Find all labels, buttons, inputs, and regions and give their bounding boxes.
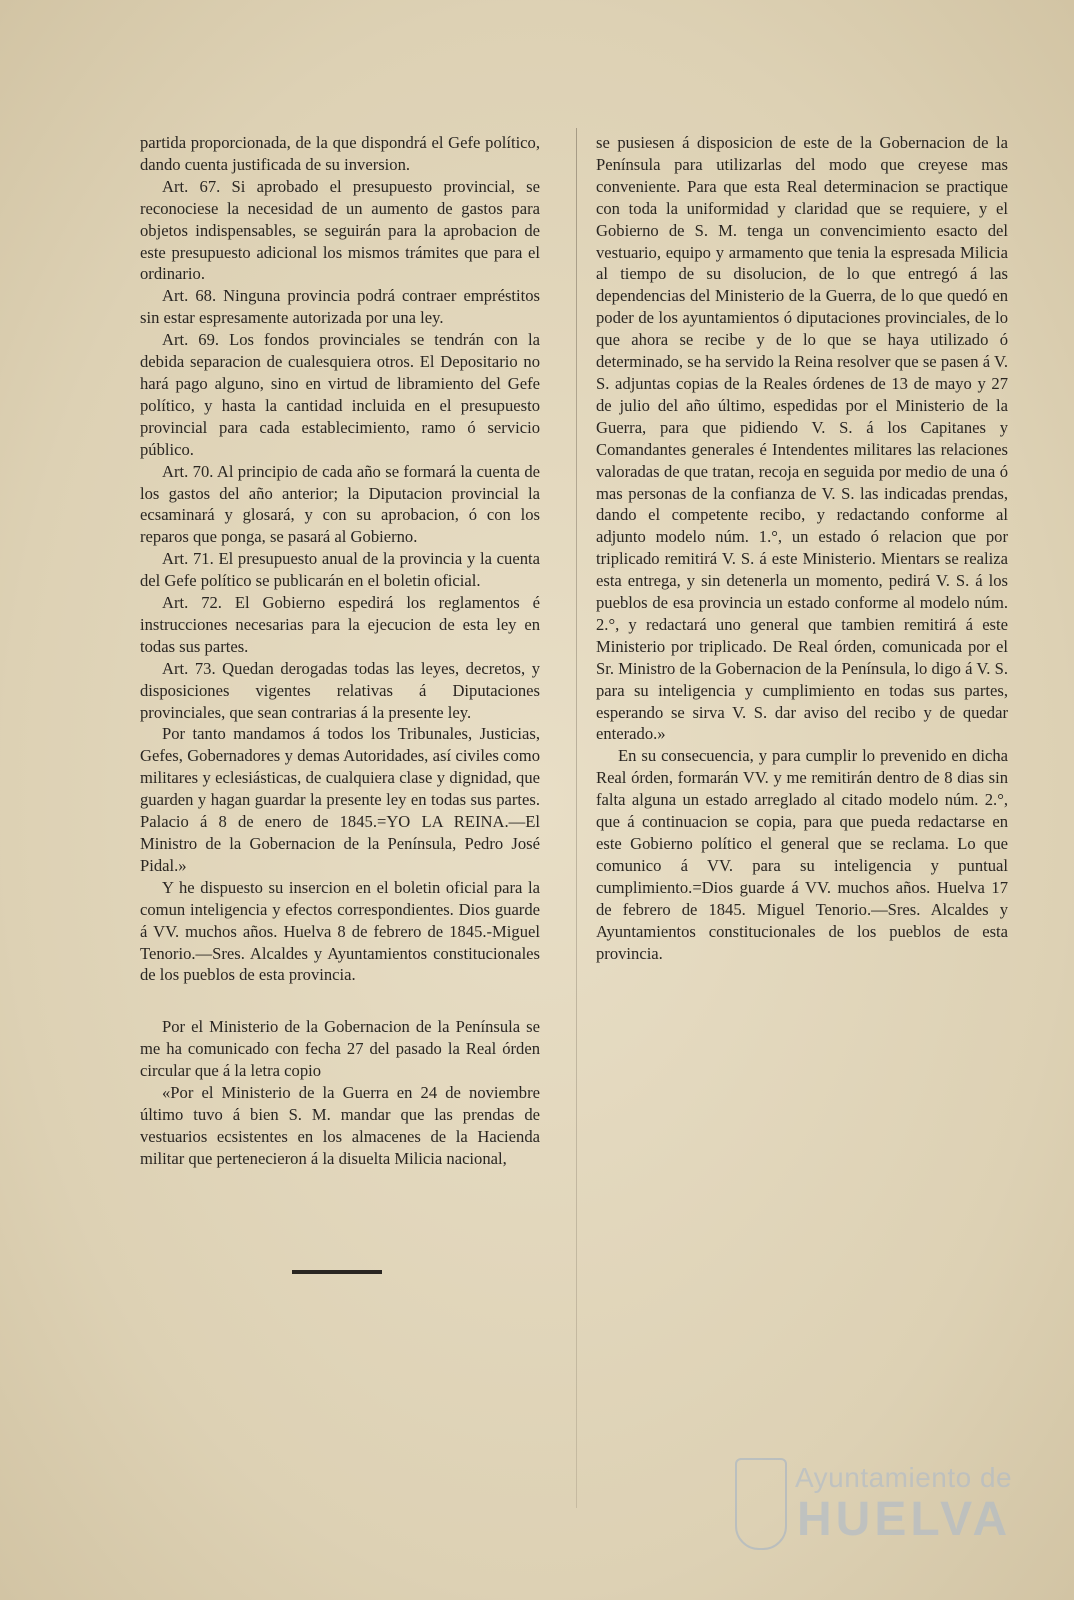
- column-divider: [576, 128, 577, 1508]
- coat-of-arms-icon: [735, 1458, 787, 1550]
- watermark-line-2: HUELVA: [797, 1493, 1012, 1546]
- circular-quote-start: «Por el Ministerio de la Guerra en 24 de noviembre último tuvo á bien S. M. mandar que las prendas de vestuarios ecsistentes en los almacenes de la Hacienda militar que pertenecieron á la disuelta Milicia nacional,: [140, 1083, 540, 1168]
- article-67: Art. 67. Si aprobado el presupuesto provincial, se reconociese la necesidad de un aumento de gastos para objetos indispensables, se seguirán para la aprobacion de este presupuesto adicional los mismos trámites que para el ordinario.: [140, 176, 540, 284]
- article-70: Art. 70. Al principio de cada año se formará la cuenta de los gastos del año anterior; la Diputacion provincial la ecsaminará y glosará, y con su aprobacion, ó con los reparos que ponga, se pasará al Gobierno.: [140, 461, 540, 547]
- governor-instructions: En su consecuencia, y para cumplir lo prevenido en dicha Real órden, formarán VV. y me remitirán dentro de 8 dias sin falta alguna un estado arreglado al citado modelo núm. 2.°, que á continuacion se copia, para que pueda redactarse en este Gobierno político el general que se reclama. Lo que comunico á VV. para su inteligencia y puntual cumplimiento.=Dios guarde á VV. muchos años. Huelva 17 de febrero de 1845. Miguel Tenorio.—Sres. Alcaldes y Ayuntamientos constitucionales de los pueblos de esta provincia.: [596, 746, 1008, 963]
- article-71: Art. 71. El presupuesto anual de la provincia y la cuenta del Gefe político se publicarán en el boletin oficial.: [140, 549, 540, 591]
- right-column: [596, 132, 1008, 964]
- watermark-line-1: Ayuntamiento de: [795, 1462, 1013, 1493]
- paragraph: partida proporcionada, de la que dispondrá el Gefe político, dando cuenta justificada de su inversion.: [140, 133, 540, 174]
- archive-watermark: [735, 1452, 1035, 1562]
- article-69: Art. 69. Los fondos provinciales se tendrán con la debida separacion de cualesquiera otros. El Depositario no hará pago alguno, sino en virtud de libramiento del Gefe político, y hasta la cantidad incluida en el presupuesto provincial para cada establecimiento, ramo ó servicio público.: [140, 330, 540, 459]
- decree-closing: Por tanto mandamos á todos los Tribunales, Justicias, Gefes, Gobernadores y demas Autoridades, así civiles como militares y eclesiásticas, de cualquiera clase y dignidad, que guarden y hagan guardar la presente ley en todas sus partes. Palacio á 8 de enero de 1845.=YO LA REINA.—El Ministro de la Gobernacion de la Península, Pedro José Pidal.»: [140, 724, 540, 875]
- article-72: Art. 72. El Gobierno espedirá los reglamentos é instrucciones necesarias para la ejecucion de esta ley en todas sus partes.: [140, 593, 540, 656]
- article-68: Art. 68. Ninguna provincia podrá contraer empréstitos sin estar espresamente autorizada por una ley.: [140, 286, 540, 328]
- left-column: [140, 132, 540, 1170]
- article-73: Art. 73. Quedan derogadas todas las leyes, decretos, y disposiciones vigentes relativas á Diputaciones provinciales, que sean contrarias á la presente ley.: [140, 658, 540, 722]
- publication-notice: Y he dispuesto su insercion en el boletin oficial para la comun inteligencia y efectos correspondientes. Dios guarde á VV. muchos años. Huelva 8 de febrero de 1845.-Miguel Tenorio.—Sres. Alcaldes y Ayuntamientos constitucionales de los pueblos de esta provincia.: [140, 877, 540, 985]
- section-divider-rule: [292, 1270, 382, 1274]
- circular-quote-continued: se pusiesen á disposicion de este de la Gobernacion de la Península para utilizarlas del modo que creyese mas conveniente. Para que esta Real determinacion se practique con toda la uniformidad y claridad que se requiere, y el Gobierno de S. M. tenga un convencimiento esacto del vestuario, equipo y armamento que tenia la espresada Milicia al tiempo de su disolucion, de lo que entregó á las dependencias del Ministerio de la Guerra, de lo que quedó en poder de los ayuntamientos ó diputaciones provinciales, de lo que ahora se recibe y de lo que se haya utilizado ó determinado, se ha servido la Reina resolver que se pasen á V. S. adjuntas copias de la Reales órdenes de 13 de mayo y 27 de julio del año último, espedidas por el Ministerio de la Guerra, para que pidiendo V. S. á los Capitanes y Comandantes generales é Intendentes militares las relaciones valoradas de que tratan, recoja en seguida por medio de una ó mas personas de la confianza de V. S. las indicadas prendas, dando el competente recibo, y redactando conforme al adjunto modelo núm. 1.°, un estado ó relacion que por triplicado remitirá V. S. á este Ministerio. Mientars se realiza esta entrega, y sin detenerla un momento, pedirá V. S. á los pueblos de esa provincia un estado conforme al modelo núm. 2.°, y redactará uno general que tambien remitirá á este Ministerio por triplicado. De Real órden, comunicada por el Sr. Ministro de la Gobernacion de la Península, lo digo á V. S. para su inteligencia y cumplimiento en todas sus partes, esperando se sirva V. S. dar aviso del recibo y de quedar enterado.»: [596, 133, 1008, 744]
- circular-intro: Por el Ministerio de la Gobernacion de la Península se me ha comunicado con fecha 27 del pasado la Real órden circular que á la letra copio: [140, 1017, 540, 1081]
- section-spacer: [140, 986, 540, 1016]
